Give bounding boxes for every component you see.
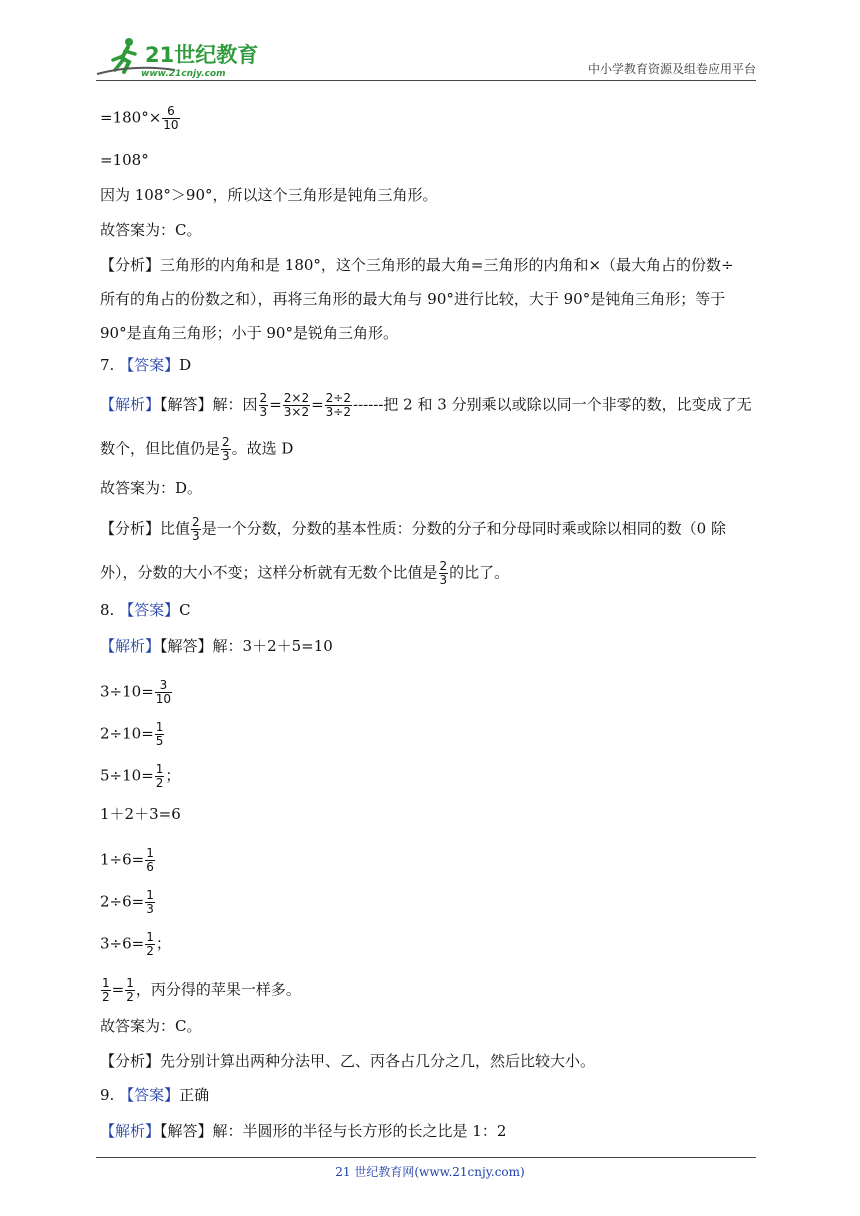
fraction: $\frac{6}{10}$ <box>163 104 179 132</box>
math-line: 1＋2＋3=6 <box>100 805 181 823</box>
fraction: $\frac{2\div 2}{3\div 2}$ <box>325 391 351 419</box>
question-7-answer: 7. 【答案】D <box>100 356 192 374</box>
math-line: 3÷6= $\frac{1}{2}$ ； <box>100 930 171 958</box>
header-divider <box>96 80 756 81</box>
page-header <box>0 0 860 84</box>
question-8-answer: 8. 【答案】C <box>100 601 191 619</box>
fraction: $\frac{1}{5}$ <box>155 720 164 748</box>
fraction: $\frac{1}{2}$ <box>146 930 154 958</box>
fraction: $\frac{2}{3}$ <box>259 391 268 419</box>
analysis-line: 【分析】三角形的内角和是 180°，这个三角形的最大角=三角形的内角和×（最大角占的份数÷ <box>100 256 734 274</box>
question-9-answer: 9. 【答案】正确 <box>100 1086 210 1104</box>
fraction: $\frac{1}{2}$ <box>155 762 164 790</box>
footer-divider <box>96 1157 756 1158</box>
page-footer: 21 世纪教育网(www.21cnjy.com) <box>335 1165 525 1179</box>
fraction: $\frac{2}{3}$ <box>222 435 230 463</box>
question-7-solution: 【解析】【解答】解：因 $\frac{2}{3}$ = $\frac{2\times 2}{3\times 2}$ = $\frac{2\div 2}{3\div 2}$ ------把 2 和 3 分别乘以或除以同一个非零的数，比变成了无 <box>100 391 752 419</box>
math-line: 2÷6= $\frac{1}{3}$ <box>100 888 154 916</box>
math-line: 1÷6= $\frac{1}{6}$ <box>100 846 154 874</box>
question-7-solution: 数个，但比值仍是 $\frac{2}{3}$ 。故选 D <box>100 435 294 463</box>
math-line: 5÷10= $\frac{1}{2}$ ； <box>100 762 181 790</box>
fraction: $\frac{1}{2}$ <box>102 976 110 1004</box>
fraction: $\frac{2\times 2}{3\times 2}$ <box>283 391 310 419</box>
analysis-line: 所有的角占的份数之和），再将三角形的最大角与 90°进行比较，大于 90°是钝角三角形；等于 <box>100 290 726 308</box>
fraction: $\frac{3}{10}$ <box>155 678 172 706</box>
fraction: $\frac{2}{3}$ <box>192 515 200 543</box>
fraction: $\frac{1}{2}$ <box>126 976 134 1004</box>
text-line: 故答案为：C。 <box>100 1017 202 1035</box>
fraction: $\frac{2}{3}$ <box>439 559 448 587</box>
question-7-analysis: 外），分数的大小不变；这样分析就有无数个比值是 $\frac{2}{3}$ 的比了。 <box>100 559 510 587</box>
text-line: 因为 108°＞90°，所以这个三角形是钝角三角形。 <box>100 186 438 204</box>
math-line: 2÷10= $\frac{1}{5}$ <box>100 720 164 748</box>
text-line: 故答案为：D。 <box>100 479 203 497</box>
question-8-solution: 【解析】【解答】解：3＋2＋5=10 <box>100 637 333 655</box>
logo-url: www.21cnjy.com <box>141 69 226 79</box>
platform-name: 中小学教育资源及组卷应用平台 <box>587 62 756 76</box>
logo <box>95 34 265 80</box>
question-8-analysis: 【分析】先分别计算出两种分法甲、乙、丙各占几分之几，然后比较大小。 <box>100 1052 596 1070</box>
text-line: 故答案为：C。 <box>100 221 202 239</box>
text-line: =108° <box>100 151 149 169</box>
analysis-line: 90°是直角三角形；小于 90°是锐角三角形。 <box>100 324 398 342</box>
question-9-solution: 【解析】【解答】解：半圆形的半径与长方形的长之比是 1：2 <box>100 1122 507 1140</box>
math-line: $\frac{1}{2}$ = $\frac{1}{2}$ ，丙分得的苹果一样多。 <box>102 976 301 1004</box>
math-line: 3÷10= $\frac{3}{10}$ <box>100 678 172 706</box>
text-line: =180°× $\frac{6}{10}$ <box>100 104 179 132</box>
fraction: $\frac{1}{6}$ <box>146 846 154 874</box>
fraction: $\frac{1}{3}$ <box>146 888 154 916</box>
question-7-analysis: 【分析】比值 $\frac{2}{3}$ 是一个分数，分数的基本性质：分数的分子和分母同时乘或除以相同的数（0 除 <box>100 515 726 543</box>
logo-wordmark: 21世纪教育 <box>145 43 259 67</box>
